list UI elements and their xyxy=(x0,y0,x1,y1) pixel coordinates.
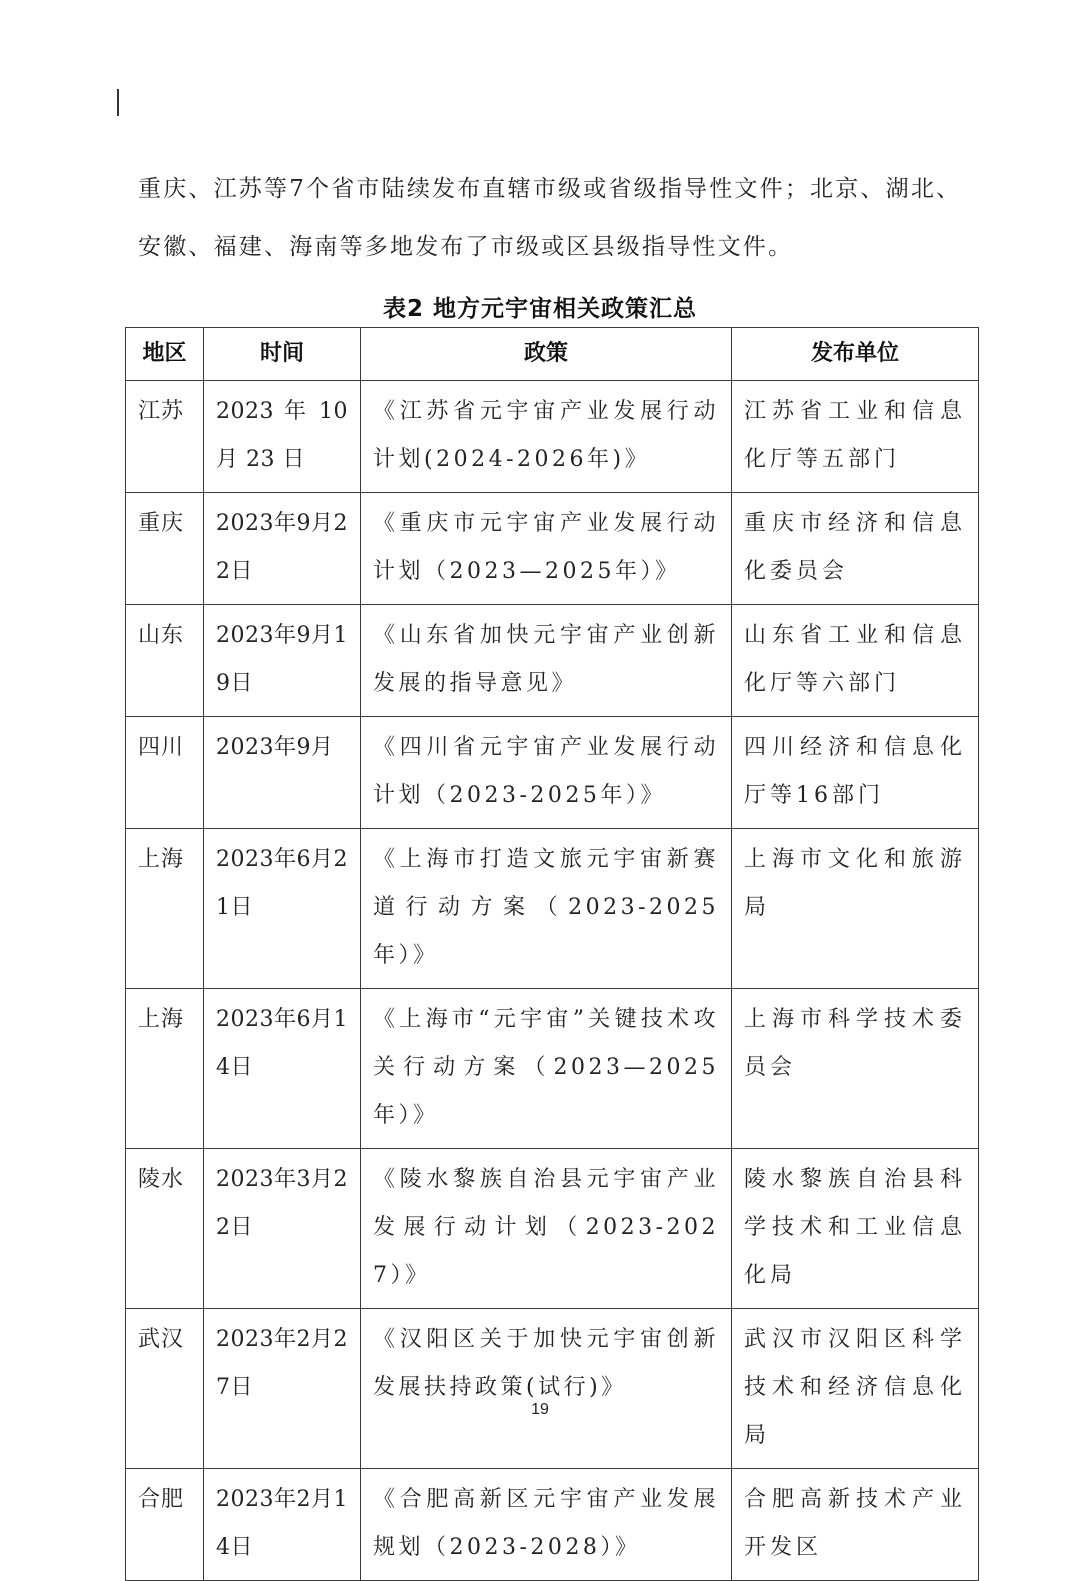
policy-cell: 《陵水黎族自治县元宇宙产业发展行动计划（2023-2027）》 xyxy=(361,1149,732,1309)
issuer-cell: 山东省工业和信息化厅等六部门 xyxy=(732,605,979,717)
header-row xyxy=(126,328,979,381)
region-cell: 合肥 xyxy=(126,1469,204,1581)
policy-cell: 《山东省加快元宇宙产业创新发展的指导意见》 xyxy=(361,605,732,717)
table-row xyxy=(126,1309,979,1469)
policy-table-header xyxy=(126,328,979,381)
table-row xyxy=(126,989,979,1149)
policy-cell: 《江苏省元宇宙产业发展行动计划(2024-2026年)》 xyxy=(361,381,732,493)
date-cell: 2023年9月22日 xyxy=(204,493,361,605)
issuer-cell: 四川经济和信息化厅等16部门 xyxy=(732,717,979,829)
policy-cell: 《汉阳区关于加快元宇宙创新发展扶持政策(试行)》 xyxy=(361,1309,732,1469)
issuer-cell: 合肥高新技术产业开发区 xyxy=(732,1469,979,1581)
table-row xyxy=(126,493,979,605)
policy-cell: 《四川省元宇宙产业发展行动计划（2023-2025年）》 xyxy=(361,717,732,829)
date-cell: 2023年9月19日 xyxy=(204,605,361,717)
table-title: 表2 地方元宇宙相关政策汇总 xyxy=(382,296,697,322)
region-cell: 陵水 xyxy=(126,1149,204,1309)
table-row xyxy=(126,1469,979,1581)
page-number: 19 xyxy=(531,1401,549,1418)
table-row xyxy=(126,381,979,493)
issuer-cell: 重庆市经济和信息化委员会 xyxy=(732,493,979,605)
date-cell: 2023年6月21日 xyxy=(204,829,361,989)
region-cell: 重庆 xyxy=(126,493,204,605)
region-cell: 四川 xyxy=(126,717,204,829)
issuer-cell: 上海市科学技术委员会 xyxy=(732,989,979,1149)
date-cell: 2023年6月14日 xyxy=(204,989,361,1149)
header-region: 地区 xyxy=(126,328,204,381)
date-cell: 2023年2月27日 xyxy=(204,1309,361,1469)
intro-line-1: 重庆、江苏等7个省市陆续发布直辖市级或省级指导性文件；北京、湖北、 xyxy=(138,176,962,202)
text-cursor-mark xyxy=(117,89,119,116)
region-cell: 上海 xyxy=(126,829,204,989)
policy-cell: 《上海市“元宇宙”关键技术攻关行动方案（2023—2025年）》 xyxy=(361,989,732,1149)
date-cell: 2023年3月22日 xyxy=(204,1149,361,1309)
header-date: 时间 xyxy=(204,328,361,381)
issuer-cell: 陵水黎族自治县科学技术和工业信息化局 xyxy=(732,1149,979,1309)
intro-paragraph xyxy=(138,160,968,276)
region-cell: 上海 xyxy=(126,989,204,1149)
date-cell: 2023 年 10 月 23 日 xyxy=(204,381,361,493)
policy-cell: 《合肥高新区元宇宙产业发展规划（2023-2028）》 xyxy=(361,1469,732,1581)
region-cell: 山东 xyxy=(126,605,204,717)
intro-line-2: 安徽、福建、海南等多地发布了市级或区县级指导性文件。 xyxy=(138,234,794,260)
table-row xyxy=(126,605,979,717)
date-cell: 2023年9月 xyxy=(204,717,361,829)
policy-table xyxy=(125,327,979,1581)
table-row xyxy=(126,717,979,829)
policy-cell: 《重庆市元宇宙产业发展行动计划（2023—2025年）》 xyxy=(361,493,732,605)
issuer-cell: 江苏省工业和信息化厅等五部门 xyxy=(732,381,979,493)
date-cell: 2023年2月14日 xyxy=(204,1469,361,1581)
header-issuer: 发布单位 xyxy=(732,328,979,381)
table-row xyxy=(126,1149,979,1309)
policy-cell: 《上海市打造文旅元宇宙新赛道行动方案（2023-2025年）》 xyxy=(361,829,732,989)
issuer-cell: 武汉市汉阳区科学技术和经济信息化局 xyxy=(732,1309,979,1469)
table-row xyxy=(126,829,979,989)
region-cell: 江苏 xyxy=(126,381,204,493)
issuer-cell: 上海市文化和旅游局 xyxy=(732,829,979,989)
header-policy: 政策 xyxy=(361,328,732,381)
region-cell: 武汉 xyxy=(126,1309,204,1469)
